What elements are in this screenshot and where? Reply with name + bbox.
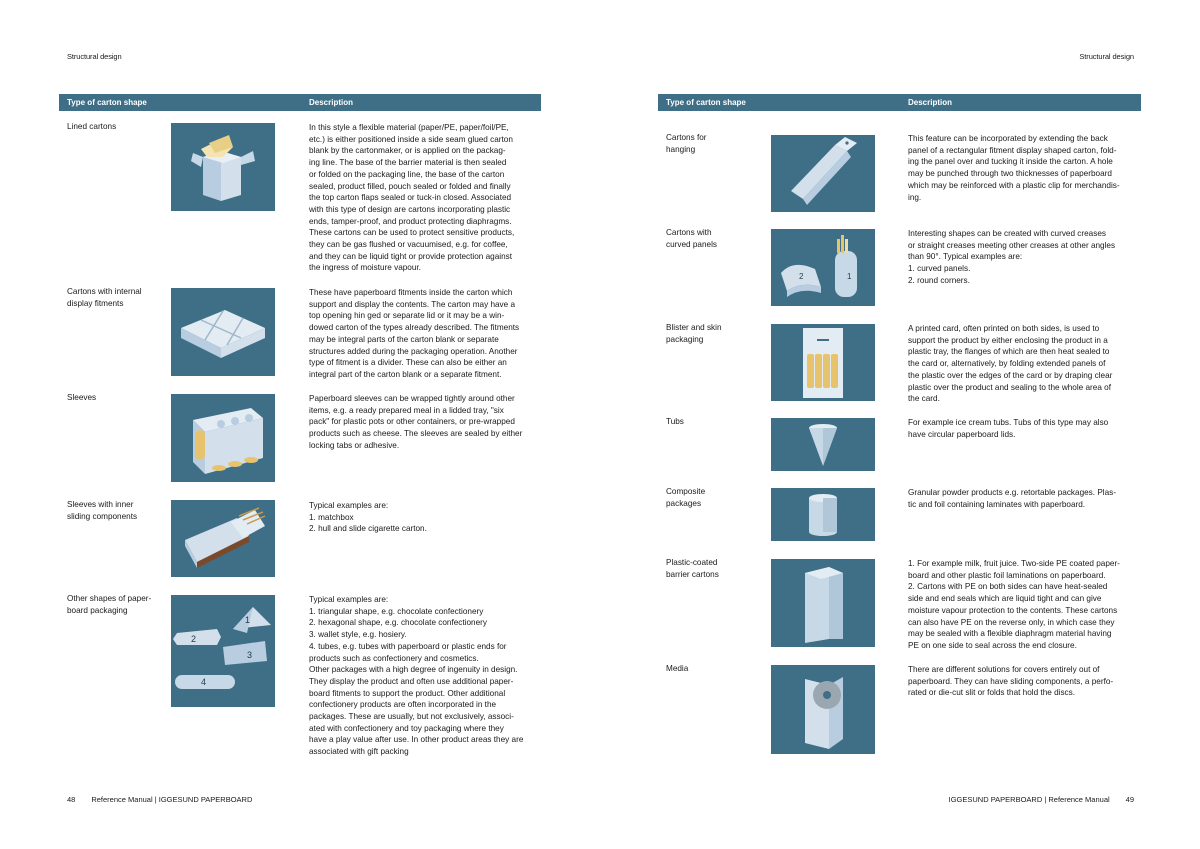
row-desc-media: There are different solutions for covers entirely out of paperboard. They can have sliding components, a perfo- rated or die-cut slit or folds that hold the discs.: [908, 665, 1114, 698]
curved-panels-illustration: [771, 229, 875, 306]
row-label-hanging: Cartons for hanging: [666, 133, 707, 154]
shape-number-1: 1: [245, 615, 251, 625]
row-desc-display-fitments: These have paperboard fitments inside the carton which support and display the contents. The carton may have a top opening hin ged or separate lid or it may be a win- dowed carton of the types already described. The fitments may be integral parts of the carton blank or separate structures added during the packaging operation. Another type of fitment is a divider. These can also be either an integral part of the carton blank or a separate fitment.: [309, 288, 520, 379]
row-desc-hanging: This feature can be incorporated by extending the back panel of a rectangular fitment display shaped carton, fold- ing the panel over and tucking it inside the carton. A hole may be punched through two thicknesses of paperboard which may be reinforced with a plastic clip for merchandis- ing.: [908, 134, 1120, 202]
running-head: Structural design: [67, 52, 122, 61]
row-desc-blister: A printed card, often printed on both sides, is used to support the product by either enclosing the product in a plastic tray, the flanges of which are then heat sealed to the card or, alternatively, by folding extended panels of the plastic over the edges of the card or by draping clear plastic over the product and sealing to the whole area of the card.: [908, 324, 1113, 404]
lined-carton-illustration: [171, 123, 275, 211]
row-desc-composite: Granular powder products e.g. retortable packages. Plas- tic and foil containing laminates with paperboard.: [908, 488, 1116, 509]
row-desc-other-shapes: Typical examples are: 1. triangular shape, e.g. chocolate confectionery 2. hexagonal shape, e.g. chocolate confectionery 3. wallet style, e.g. hosiery. 4. tubes, e.g. tubes with paperboard or plastic ends for products such as confectionery and cosmetics. Other packages with a high degree of ingenuity in design. They display the product and often use additional paper- board fitments to support the product. Other additional confectionery products are often incorporated in the packages. These are usually, but not exclusively, associ- ated with confectionery and toy packaging where they have a play value after use. In other product areas they are associated with gift packing: [309, 595, 524, 757]
row-label-tubs: Tubs: [666, 417, 684, 426]
row-label-sleeves: Sleeves: [67, 393, 97, 402]
row-label-sliding-components: Sleeves with inner sliding components: [67, 500, 138, 521]
shape-number-3: 3: [247, 650, 253, 660]
table-header: [59, 94, 541, 111]
row-desc-sleeves: Paperboard sleeves can be wrapped tightly around other items, e.g. a ready prepared meal in a lidded tray, "six pack" for plastic pots or other containers, or pre-wrapped products such as cheese. The sleeves are sealed by either locking tabs or adhesive.: [309, 394, 523, 450]
composite-can-illustration: [771, 488, 875, 541]
page-number: 49: [1125, 795, 1134, 804]
footer-title: IGGESUND PAPERBOARD | Reference Manual: [948, 795, 1110, 804]
other-shapes-illustration: [171, 595, 275, 707]
row-desc-sliding-components: Typical examples are: 1. matchbox 2. hull and slide cigarette carton.: [309, 501, 427, 534]
display-fitment-illustration: [171, 288, 275, 376]
row-label-barrier: Plastic-coated barrier cartons: [666, 558, 719, 579]
row-label-lined-cartons: Lined cartons: [67, 122, 117, 131]
tub-cone-illustration: [771, 418, 875, 471]
col-header-description: Description: [309, 98, 354, 107]
curved-number-1: 1: [847, 272, 852, 281]
row-desc-tubs: For example ice cream tubs. Tubs of this type may also have circular paperboard lids.: [908, 418, 1109, 439]
col-header-shape: Type of carton shape: [67, 98, 147, 107]
row-label-media: Media: [666, 664, 689, 673]
row-desc-lined-cartons: In this style a flexible material (paper/PE, paper/foil/PE, etc.) is either positioned inside a side seam glued carton blank by the cartonmaker, or is applied on the packag- ing line. The base of the barrier material is then sealed or folded on the packaging line, the base of the carton sealed, product filled, pouch sealed or folded and finally the top carton flaps sealed or tuck-in closed. Associated with this type of design are cartons incorporating plastic ends, tamper-proof, and product protecting diaphragms. These cartons can be used to protect sensitive products, they can be gas flushed or vacuumised, e.g. for coffee, and they can be liquid tight or provide protection against the ingress of moisture vapour.: [309, 123, 515, 273]
shape-number-2: 2: [191, 634, 197, 644]
running-head: Structural design: [1079, 52, 1134, 61]
row-desc-barrier: 1. For example milk, fruit juice. Two-side PE coated paper- board and other plastic foil laminations on paperboard. 2. Cartons with PE on both sides can have heat-sealed side and end seals which are liquid tight and can give moisture vapour protection to the contents. These cartons can also have PE on the reverse only, in which case they may be sealed with a flexible diaphragm material having PE on one side to seal across the end closure.: [908, 559, 1120, 650]
col-header-shape: Type of carton shape: [666, 98, 746, 107]
row-label-display-fitments: Cartons with internal display fitments: [67, 287, 142, 308]
table-header: [658, 94, 1141, 111]
footer-title: Reference Manual | IGGESUND PAPERBOARD: [91, 795, 253, 804]
page-number: 48: [67, 795, 76, 804]
curved-number-2: 2: [799, 272, 804, 281]
row-label-other-shapes: Other shapes of paper- board packaging: [67, 594, 152, 615]
blister-pack-illustration: [771, 324, 875, 401]
row-label-curved-panels: Cartons with curved panels: [666, 228, 717, 249]
shape-number-4: 4: [201, 677, 207, 687]
row-desc-curved-panels: Interesting shapes can be created with curved creases or straight creases meeting other creases at other angles than 90°. Typical examples are: 1. curved panels. 2. round corners.: [908, 229, 1116, 285]
matchbox-illustration: [171, 500, 275, 577]
col-header-description: Description: [908, 98, 953, 107]
row-label-blister: Blister and skin packaging: [666, 323, 722, 344]
barrier-carton-illustration: [771, 559, 875, 647]
media-cover-illustration: [771, 665, 875, 754]
footer-left: [67, 795, 252, 804]
hanging-carton-illustration: [771, 135, 875, 212]
sleeve-illustration: [171, 394, 275, 482]
footer-right: [949, 795, 1134, 804]
row-label-composite: Composite packages: [666, 487, 706, 508]
right-page: [600, 0, 1200, 849]
